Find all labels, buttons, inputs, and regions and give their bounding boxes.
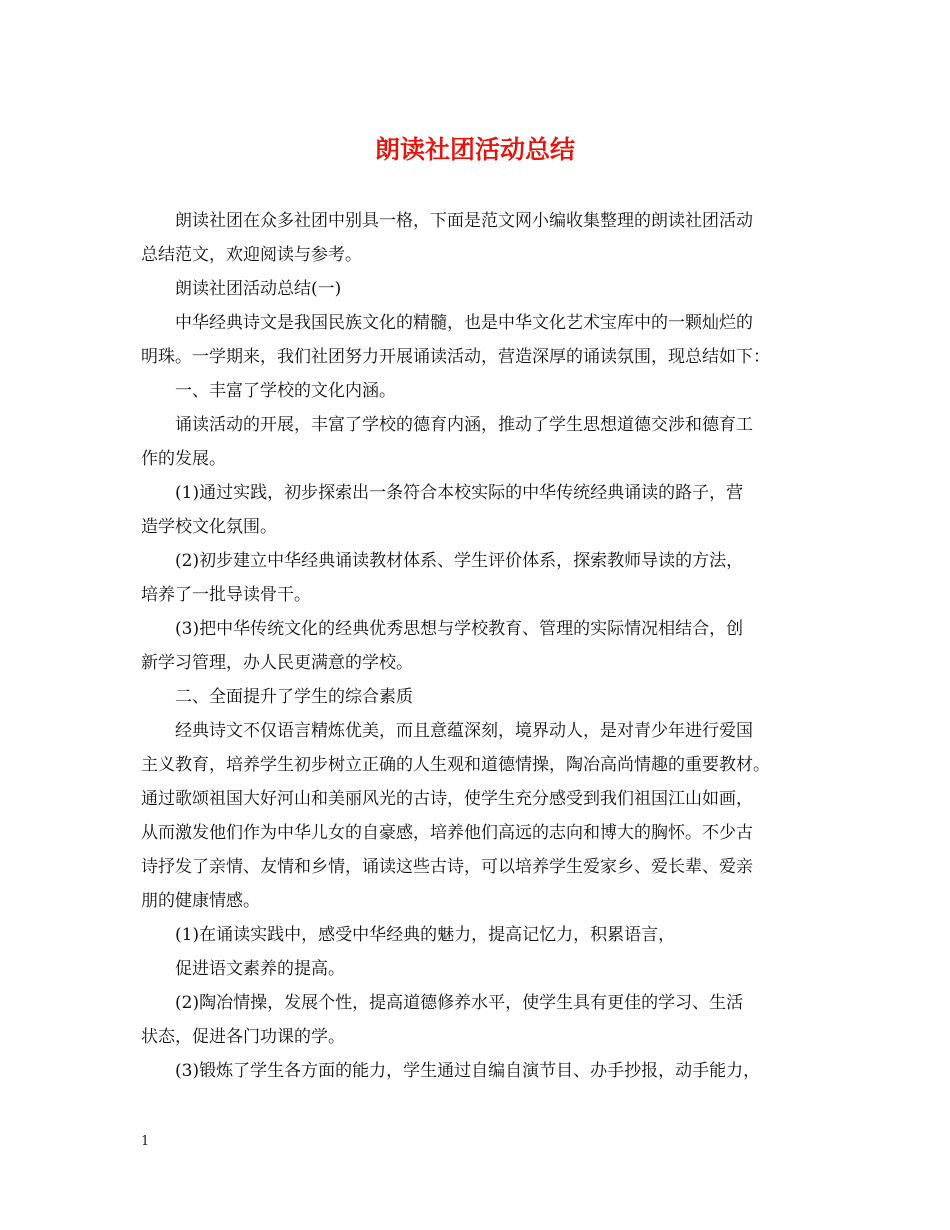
text-line: 从而激发他们作为中华儿女的自豪感，培养他们高远的志向和博大的胸怀。不少古 — [141, 823, 753, 843]
text-line: 状态，促进各门功课的学。 — [141, 1027, 345, 1047]
paragraph — [141, 918, 813, 952]
paragraph-heading — [141, 680, 813, 714]
paragraph — [141, 306, 813, 374]
text-line: 朋的健康情感。 — [141, 891, 260, 911]
text-line: 朗读社团在众多社团中别具一格，下面是范文网小编收集整理的朗读社团活动 — [175, 211, 753, 231]
text-line: 朗读社团活动总结(一) — [175, 279, 342, 299]
text-line: (1)通过实践，初步探索出一条符合本校实际的中华传统经典诵读的路子，营 — [175, 483, 744, 503]
paragraph — [141, 476, 813, 544]
text-line: 总结范文，欢迎阅读与参考。 — [141, 245, 362, 265]
text-line: 二、全面提升了学生的综合素质 — [175, 687, 413, 707]
paragraph — [141, 544, 813, 612]
paragraph-intro — [141, 204, 813, 272]
text-line: 促进语文素养的提高。 — [175, 959, 345, 979]
page-number: 1 — [141, 1134, 150, 1149]
text-line: 中华经典诗文是我国民族文化的精髓，也是中华文化艺术宝库中的一颗灿烂的 — [175, 313, 753, 333]
text-line: 造学校文化氛围。 — [141, 517, 277, 537]
text-line: 主义教育，培养学生初步树立正确的人生观和道德情操，陶冶高尚情趣的重要教材。 — [141, 755, 770, 775]
paragraph — [141, 714, 813, 918]
text-line: 一、丰富了学校的文化内涵。 — [175, 381, 396, 401]
document-body — [141, 204, 813, 1088]
text-line: (3)锻炼了学生各方面的能力，学生通过自编自演节目、办手抄报，动手能力， — [175, 1061, 761, 1081]
text-line: 经典诗文不仅语言精炼优美，而且意蕴深刻，境界动人，是对青少年进行爱国 — [175, 721, 753, 741]
paragraph — [141, 612, 813, 680]
text-line: (2)初步建立中华经典诵读教材体系、学生评价体系，探索教师导读的方法， — [175, 551, 744, 571]
text-line: 通过歌颂祖国大好河山和美丽风光的古诗，使学生充分感受到我们祖国江山如画， — [141, 789, 753, 809]
paragraph — [141, 408, 813, 476]
text-line: 培养了一批导读骨干。 — [141, 585, 311, 605]
document-title: 朗读社团活动总结 — [374, 135, 575, 164]
text-line: (2)陶冶情操，发展个性，提高道德修养水平，使学生具有更佳的学习、生活 — [175, 993, 744, 1013]
text-line: 新学习管理，办人民更满意的学校。 — [141, 653, 413, 673]
paragraph-section-heading — [141, 272, 813, 306]
text-line: 诵读活动的开展，丰富了学校的德育内涵，推动了学生思想道德交涉和德育工 — [175, 415, 753, 435]
text-line: 明珠。一学期来，我们社团努力开展诵读活动，营造深厚的诵读氛围，现总结如下： — [141, 347, 770, 367]
text-line: (1)在诵读实践中，感受中华经典的魅力，提高记忆力，积累语言， — [175, 925, 676, 945]
text-line: 作的发展。 — [141, 449, 226, 469]
paragraph — [141, 986, 813, 1054]
paragraph — [141, 1054, 813, 1088]
text-line: 诗抒发了亲情、友情和乡情，诵读这些古诗，可以培养学生爱家乡、爱长辈、爱亲 — [141, 857, 753, 877]
paragraph — [141, 952, 813, 986]
paragraph-heading — [141, 374, 813, 408]
text-line: (3)把中华传统文化的经典优秀思想与学校教育、管理的实际情况相结合，创 — [175, 619, 744, 639]
